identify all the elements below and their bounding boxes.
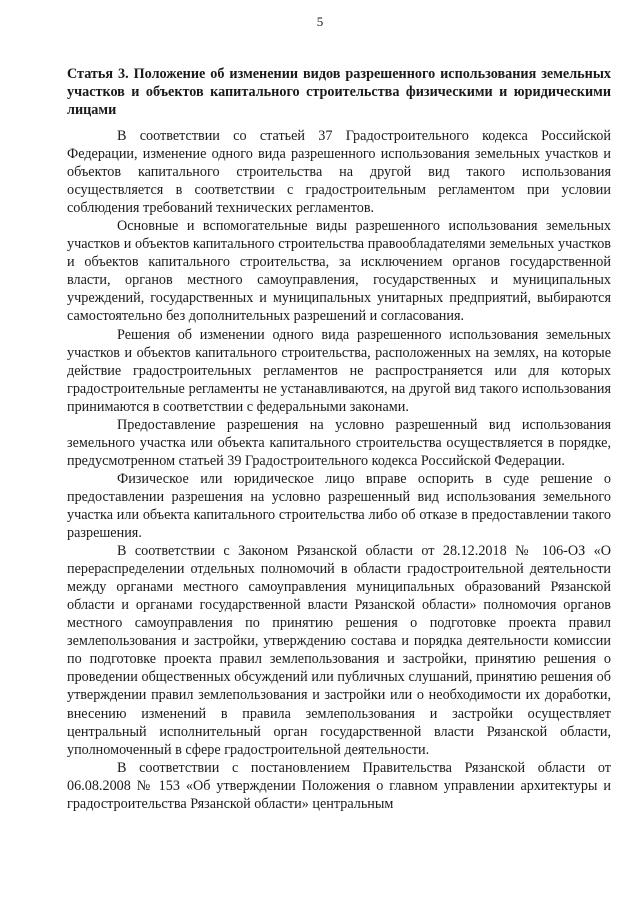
paragraph-1: В соответствии со статьей 37 Градостроительного кодекса Российской Федерации, изменение одного вида разрешенного использования земельных участков и объектов капитального строительства на другой вид такого использования осуществляется в соответствии с градостроительным регламентом при условии соблюдения требований технических регламентов.	[67, 128, 611, 217]
paragraph-2: Основные и вспомогательные виды разрешенного использования земельных участков и объектов капитального строительства правообладателями земельных участков и объектов капитального строительства, за исключением органов государственной власти, органов местного самоуправления, государственных и муниципальных учреждений, государственных и муниципальных унитарных предприятий, выбираются самостоятельно без дополнительных разрешений и согласования.	[67, 218, 611, 325]
paragraph-7: В соответствии с постановлением Правительства Рязанской области от 06.08.2008 № 153 «Об утверждении Положения о главном управлении архитектуры и градостроительства Рязанской области» центральным	[67, 759, 611, 812]
paragraph-4: Предоставление разрешения на условно разрешенный вид использования земельного участка или объекта капитального строительства осуществляется в порядке, предусмотренном статьей 39 Градостроительного кодекса Российской Федерации.	[67, 416, 611, 469]
page-number: 5	[316, 14, 324, 29]
paragraph-3: Решения об изменении одного вида разрешенного использования земельных участков и объектов капитального строительства, расположенных на землях, на которые действие градостроительных регламентов не распространяется или для которых градостроительные регламенты не устанавливаются, на другой вид такого использования принимаются в соответствии с федеральными законами.	[67, 326, 611, 415]
paragraph-5: Физическое или юридическое лицо вправе оспорить в суде решение о предоставлении разрешения на условно разрешенный вид использования земельного участка или объекта капитального строительства либо об отказе в предоставлении такого разрешения.	[67, 470, 611, 542]
document-body	[67, 127, 611, 813]
paragraph-6: В соответствии с Законом Рязанской области от 28.12.2018 № 106-ОЗ «О перераспределении отдельных полномочий в области градостроительной деятельности между органами местного самоуправления муниципальных образований Рязанской области и органами государственной власти Рязанской области» полномочия органов местного самоуправления по принятию решения о подготовке проекта правил землепользования и застройки, утверждению состава и порядка деятельности комиссии по подготовке проекта правил землепользования и застройки, принятию решения о проведении общественных обсуждений или публичных слушаний, принятию решения об утверждении правил землепользования и застройки или о необходимости их доработки, внесению изменений в правила землепользования и застройки осуществляет центральный исполнительный орган государственной власти Рязанской области, уполномоченный в сфере градостроительной деятельности.	[67, 543, 611, 758]
article-title: Статья 3. Положение об изменении видов разрешенного использования земельных участков и объектов капитального строительства физическими и юридическими лицами	[67, 66, 611, 118]
